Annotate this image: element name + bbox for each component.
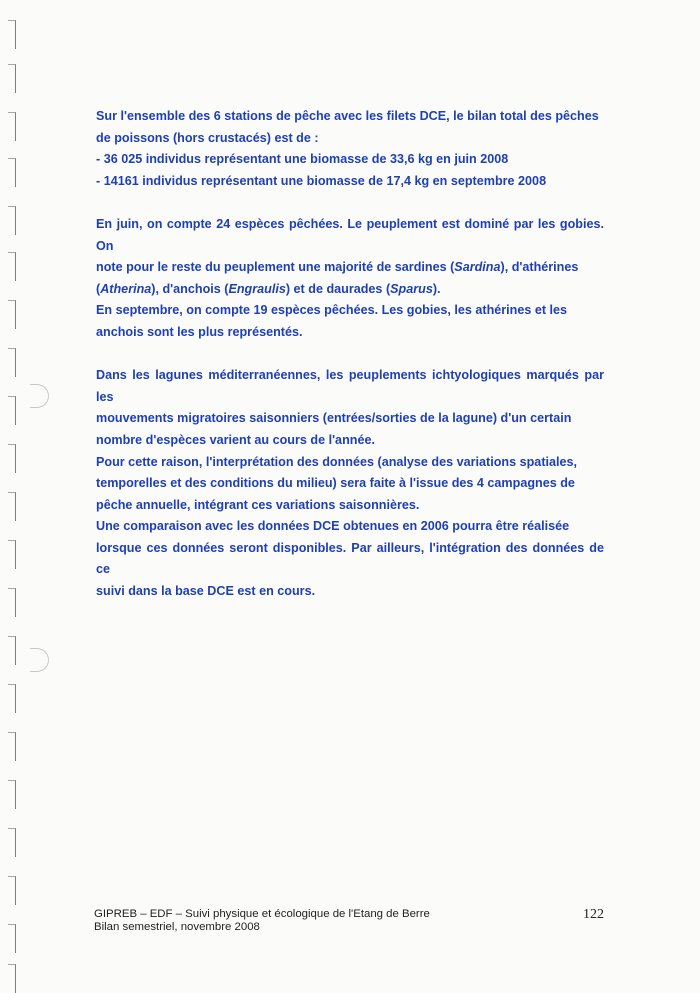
binding-mark bbox=[8, 348, 16, 377]
bullet-september: - 14161 individus représentant une biomasse de 17,4 kg en septembre 2008 bbox=[96, 173, 547, 188]
paragraph-species bbox=[96, 214, 604, 344]
text-line: suivi dans la base DCE est en cours. bbox=[96, 584, 316, 599]
binding-mark bbox=[8, 492, 16, 521]
binding-mark bbox=[8, 300, 16, 329]
binding-mark bbox=[8, 924, 16, 953]
punch-hole bbox=[30, 648, 49, 672]
text-line: Pour cette raison, l'interprétation des données (analyse des variations spatiales, bbox=[96, 454, 578, 469]
text-line: nombre d'espèces varient au cours de l'année. bbox=[96, 432, 375, 447]
binding-mark bbox=[8, 206, 16, 235]
punch-hole bbox=[30, 384, 49, 408]
page-footer bbox=[94, 908, 614, 934]
page-number: 122 bbox=[583, 907, 604, 922]
text-line: pêche annuelle, intégrant ces variations saisonnières. bbox=[96, 497, 420, 512]
text-line: En juin, on compte 24 espèces pêchées. Le peuplement est dominé par les gobies. On bbox=[96, 216, 604, 253]
binding-mark bbox=[8, 444, 16, 473]
binding-mark bbox=[8, 396, 16, 425]
binding-mark bbox=[8, 540, 16, 569]
binding-mark bbox=[8, 780, 16, 809]
body-text bbox=[96, 106, 604, 603]
text-line: En septembre, on compte 19 espèces pêchées. Les gobies, les athérines et les bbox=[96, 303, 568, 318]
text-line: Dans les lagunes méditerranéennes, les peuplements ichtyologiques marqués par les bbox=[96, 368, 604, 404]
text-line: Sur l'ensemble des 6 stations de pêche avec les filets DCE, le bilan total des pêches bbox=[96, 109, 599, 123]
binding-marks bbox=[0, 0, 40, 989]
text-line: anchois sont les plus représentés. bbox=[96, 324, 303, 339]
text-line: (Atherina), d'anchois (Engraulis) et de daurades (Sparus). bbox=[96, 281, 441, 296]
species-name: Atherina bbox=[100, 281, 152, 296]
text-line: note pour le reste du peuplement une majorité de sardines (Sardina), d'athérines bbox=[96, 260, 579, 275]
species-name: Engraulis bbox=[228, 281, 286, 296]
footer-subtitle: Bilan semestriel, novembre 2008 bbox=[94, 921, 260, 933]
binding-mark bbox=[8, 158, 16, 187]
bullet-june: - 36 025 individus représentant une biomasse de 33,6 kg en juin 2008 bbox=[96, 152, 509, 167]
binding-mark bbox=[8, 732, 16, 761]
paragraph-lagoons bbox=[96, 365, 604, 603]
binding-mark bbox=[8, 64, 16, 93]
text-line: mouvements migratoires saisonniers (entrées/sorties de la lagune) d'un certain bbox=[96, 411, 572, 426]
paragraph-fishing-totals bbox=[96, 106, 604, 192]
binding-mark bbox=[8, 112, 16, 141]
binding-mark bbox=[8, 876, 16, 905]
text-line: temporelles et des conditions du milieu) sera faite à l'issue des 4 campagnes de bbox=[96, 476, 575, 491]
binding-mark bbox=[8, 828, 16, 857]
species-name: Sparus bbox=[390, 281, 433, 296]
text-line: de poissons (hors crustacés) est de : bbox=[96, 130, 319, 145]
binding-mark bbox=[8, 588, 16, 617]
text-line: lorsque ces données seront disponibles. Par ailleurs, l'intégration des données de ce bbox=[96, 540, 604, 577]
binding-mark bbox=[8, 684, 16, 713]
footer-title: GIPREB – EDF – Suivi physique et écologique de l'Etang de Berre bbox=[94, 908, 430, 920]
binding-mark bbox=[8, 252, 16, 281]
binding-mark bbox=[8, 20, 16, 49]
species-name: Sardina bbox=[454, 260, 501, 275]
binding-mark bbox=[8, 636, 16, 665]
text-line: Une comparaison avec les données DCE obtenues en 2006 pourra être réalisée bbox=[96, 519, 570, 534]
